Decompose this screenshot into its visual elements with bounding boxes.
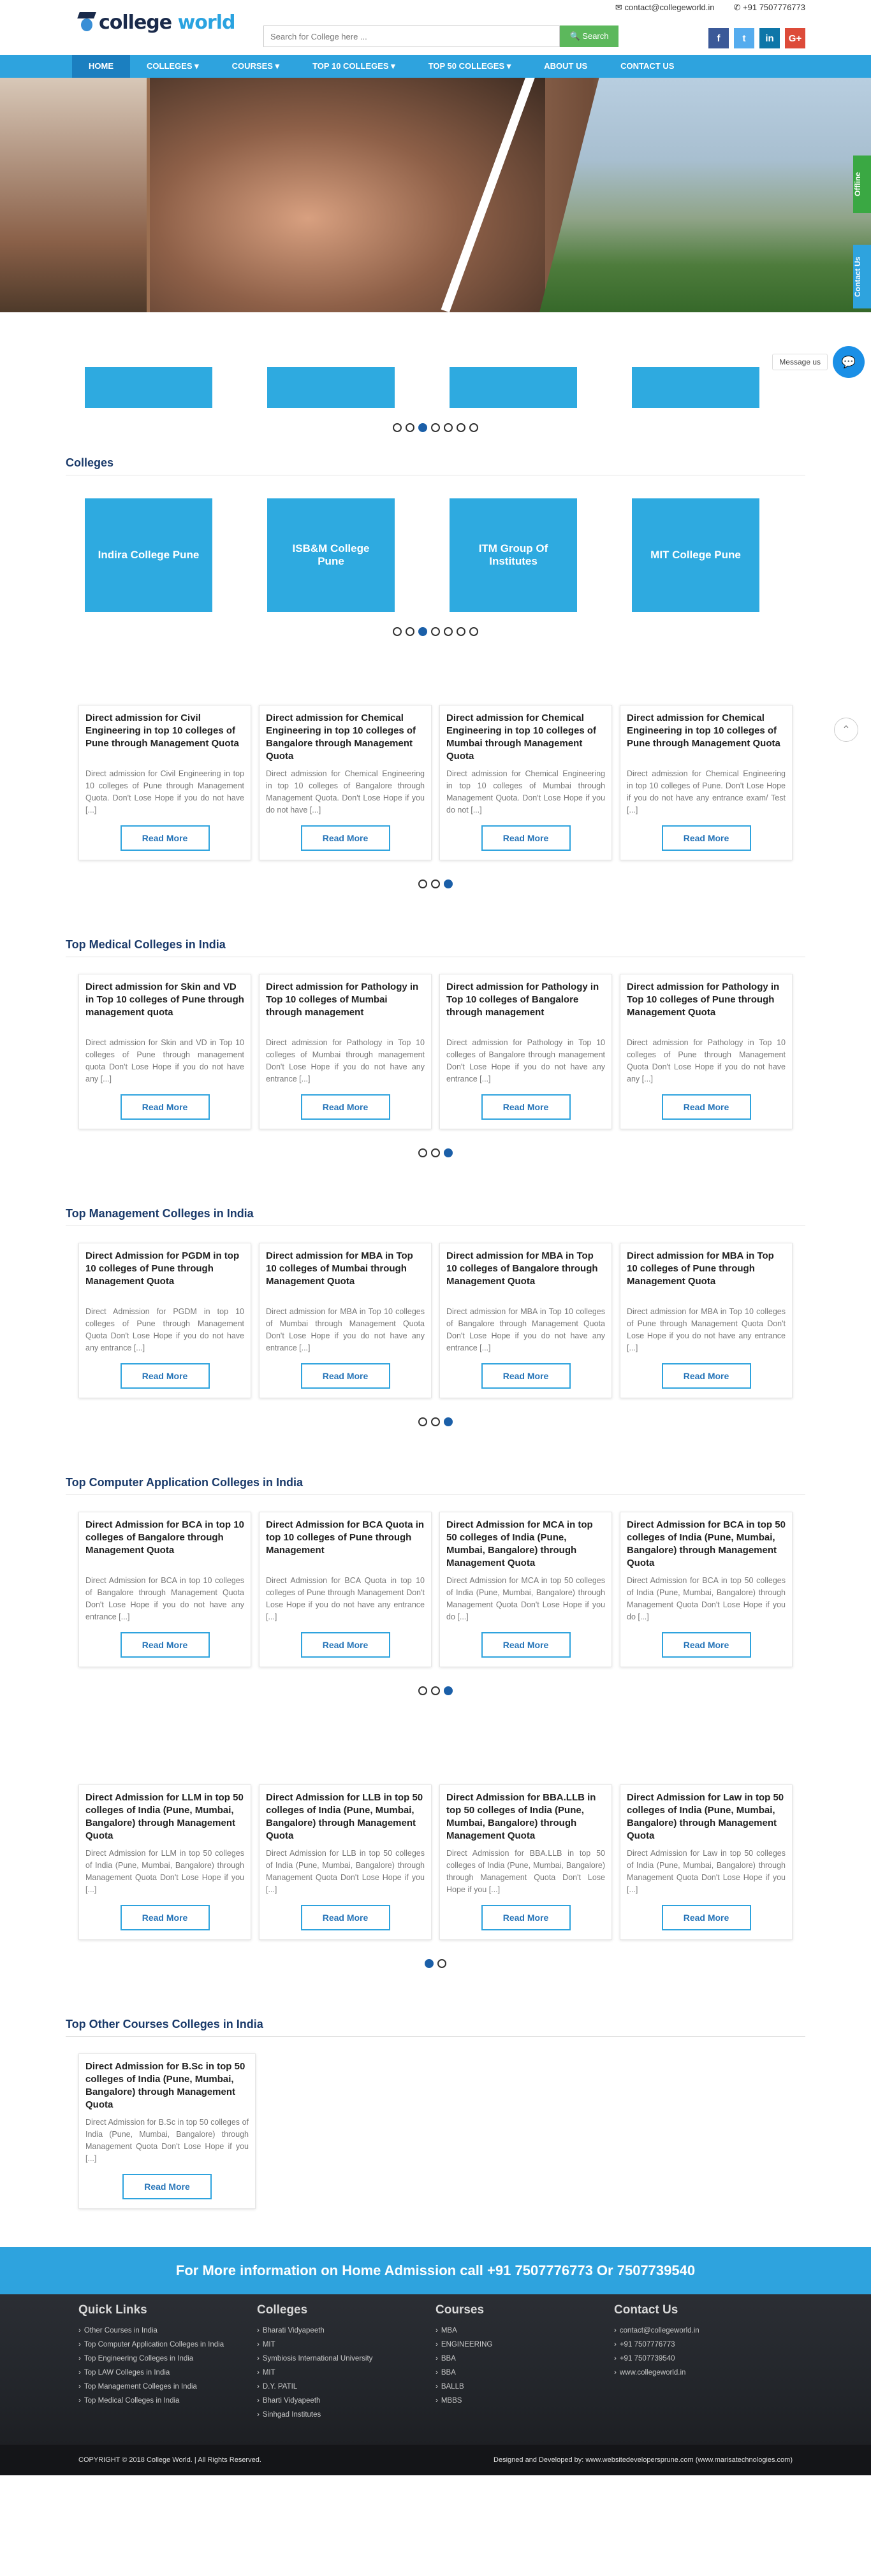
section-title: Top Computer Application Colleges in India <box>66 1476 805 1495</box>
footer-phone[interactable]: › +91 7507776773 <box>614 2338 793 2352</box>
nav-top-10-colleges[interactable]: TOP 10 COLLEGES ▾ <box>312 61 395 71</box>
carousel-dot[interactable] <box>418 879 427 888</box>
linkedin-icon[interactable]: in <box>759 28 780 48</box>
carousel-dot-active[interactable] <box>444 1417 453 1426</box>
card-title[interactable]: Direct admission for Civil Engineering in top 10 colleges of Pune through Management Quota <box>85 713 239 749</box>
copyright-text: COPYRIGHT © 2018 College World. | All Rights Reserved. <box>78 2456 261 2464</box>
facebook-icon[interactable]: f <box>708 28 729 48</box>
cta-text: For More information on Home Admission call +91 7507776773 Or 7507739540 <box>175 2262 696 2278</box>
read-more-button[interactable]: Read More <box>301 825 390 851</box>
carousel-dot[interactable] <box>469 627 478 636</box>
read-more-button[interactable]: Read More <box>301 1094 390 1120</box>
carousel-dot[interactable] <box>418 1148 427 1157</box>
nav-colleges[interactable]: COLLEGES ▾ <box>147 61 199 71</box>
card-title[interactable]: Direct Admission for B.Sc in top 50 colleges of India (Pune, Mumbai, Bangalore) through Management Quota <box>85 2061 245 2110</box>
carousel-dots <box>66 1148 805 1157</box>
carousel-dot[interactable] <box>431 1417 440 1426</box>
read-more-button[interactable]: Read More <box>121 1905 210 1930</box>
read-more-button[interactable]: Read More <box>301 1363 390 1389</box>
college-tile[interactable]: MIT College Pune <box>632 498 759 612</box>
card-excerpt: Direct admission for Chemical Engineering in top 10 colleges of Pune. Don't Lose Hope if you do not have any entrance exam/ Test [...] <box>627 769 786 814</box>
carousel-dot[interactable] <box>431 423 440 432</box>
section-title: Top Medical Colleges in India <box>66 938 805 957</box>
site-logo[interactable]: college world <box>78 11 235 34</box>
colleges-section <box>66 456 805 636</box>
card-title[interactable]: Direct admission for MBA in Top 10 colleges of Pune through Management Quota <box>627 1250 774 1287</box>
card-excerpt: Direct admission for MBA in Top 10 colleges of Pune through Management Quota Don't Lose Hope if you do not have any entrance [...] <box>627 1307 786 1352</box>
read-more-button[interactable]: Read More <box>121 1363 210 1389</box>
carousel-dots <box>66 1417 805 1426</box>
nav-contact-us[interactable]: CONTACT US <box>620 61 675 71</box>
twitter-icon[interactable]: t <box>734 28 754 48</box>
call-to-action-band <box>0 2247 871 2294</box>
other-courses-section <box>66 2018 805 2209</box>
card-excerpt: Direct admission for Chemical Engineering in top 10 colleges of Mumbai through Management Quota. Don't Lose Hope if you do not [...] <box>446 769 605 814</box>
carousel-tile[interactable] <box>85 367 212 408</box>
carousel-dot[interactable] <box>418 1417 427 1426</box>
management-section <box>66 1207 805 1426</box>
card-title[interactable]: Direct admission for Skin and VD in Top 10 colleges of Pune through management quota <box>85 981 244 1018</box>
carousel-tile[interactable] <box>632 367 759 408</box>
card-title[interactable]: Direct Admission for BCA in top 10 colleges of Bangalore through Management Quota <box>85 1519 244 1556</box>
nav-home[interactable]: HOME <box>72 55 130 78</box>
read-more-button[interactable]: Read More <box>301 1632 390 1658</box>
carousel-dot-active[interactable] <box>444 1148 453 1157</box>
contact-us-tab[interactable]: Contact Us <box>853 245 871 308</box>
article-card <box>439 1512 612 1667</box>
card-title[interactable]: Direct Admission for BCA in top 50 colleges of India (Pune, Mumbai, Bangalore) through Management Quota <box>627 1519 786 1568</box>
developer-credit[interactable]: Designed and Developed by: www.websitedevelopersprune.com (www.marisatechnologies.com) <box>494 2456 793 2464</box>
footer-heading: Quick Links <box>78 2303 147 2317</box>
card-title[interactable]: Direct admission for Pathology in Top 10 colleges of Pune through Management Quota <box>627 981 780 1018</box>
carousel-dots <box>66 1686 805 1695</box>
card-excerpt: Direct admission for Skin and VD in Top 10 colleges of Pune through management quota Don't Lose Hope if you do not have any [...] <box>85 1038 244 1083</box>
article-card <box>78 1784 251 1940</box>
footer-link[interactable]: › BBA <box>435 2366 614 2380</box>
card-excerpt: Direct Admission for LLB in top 50 colleges of India (Pune, Mumbai, Bangalore) through Management Quota Don't Lose Hope if you [...] <box>266 1849 425 1894</box>
carousel-tile[interactable] <box>450 367 577 408</box>
card-excerpt: Direct admission for Pathology in Top 10 colleges of Bangalore through management Don't Lose Hope if you do not have any entrance [...] <box>446 1038 605 1083</box>
card-title[interactable]: Direct Admission for LLM in top 50 colleges of India (Pune, Mumbai, Bangalore) through Management Quota <box>85 1792 244 1841</box>
footer-colleges <box>257 2303 435 2422</box>
read-more-button[interactable]: Read More <box>121 825 210 851</box>
article-card <box>78 1512 251 1667</box>
read-more-button[interactable]: Read More <box>662 1905 751 1930</box>
section-title: Top Management Colleges in India <box>66 1207 805 1226</box>
footer <box>0 2294 871 2445</box>
footer-link[interactable]: › D.Y. PATIL <box>257 2380 435 2394</box>
law-section <box>66 1784 805 1968</box>
offline-tab[interactable]: Offline <box>853 156 871 213</box>
engineering-section <box>66 705 805 888</box>
article-card <box>78 1243 251 1398</box>
read-more-button[interactable]: Read More <box>122 2174 212 2199</box>
carousel-dot[interactable] <box>444 627 453 636</box>
carousel-dot-active[interactable] <box>425 1959 434 1968</box>
read-more-button[interactable]: Read More <box>662 1094 751 1120</box>
read-more-button[interactable]: Read More <box>301 1905 390 1930</box>
article-card <box>259 1243 432 1398</box>
card-excerpt: Direct Admission for BCA in top 50 colleges of India (Pune, Mumbai, Bangalore) through Management Quota Don't Lose Hope if you do [...] <box>627 1576 786 1621</box>
footer-email[interactable]: › contact@collegeworld.in <box>614 2324 793 2338</box>
card-excerpt: Direct admission for MBA in Top 10 colleges of Bangalore through Management Quota Don't Lose Hope if you do not have any entrance [...] <box>446 1307 605 1352</box>
envelope-icon: ✉ <box>615 3 622 12</box>
carousel-dot-active[interactable] <box>444 879 453 888</box>
carousel-dot[interactable] <box>431 1148 440 1157</box>
article-card <box>259 1784 432 1940</box>
card-excerpt: Direct admission for Chemical Engineering in top 10 colleges of Bangalore through Management Quota. Don't Lose Hope if you do not have [...] <box>266 769 425 814</box>
chat-icon[interactable]: 💬 <box>833 346 865 378</box>
search-button[interactable]: 🔍 Search <box>560 25 618 47</box>
read-more-button[interactable]: Read More <box>662 1632 751 1658</box>
footer-link[interactable]: › MIT <box>257 2366 435 2380</box>
medical-section <box>66 938 805 1157</box>
read-more-button[interactable]: Read More <box>481 1094 571 1120</box>
article-card <box>259 974 432 1129</box>
card-excerpt: Direct Admission for PGDM in top 10 colleges of Pune through Management Quota Don't Lose Hope if you do not have any entrance [...] <box>85 1307 244 1352</box>
footer-link[interactable]: › MBA <box>435 2324 614 2338</box>
card-title[interactable]: Direct admission for Pathology in Top 10 colleges of Bangalore through management <box>446 981 599 1018</box>
footer-heading: Courses <box>435 2303 485 2317</box>
copyright-bar <box>0 2445 871 2475</box>
card-title[interactable]: Direct Admission for MCA in top 50 colleges of India (Pune, Mumbai, Bangalore) through Management Quota <box>446 1519 593 1568</box>
carousel-dots <box>66 879 805 888</box>
carousel-dots <box>66 627 805 636</box>
article-card <box>259 705 432 860</box>
carousel-dot[interactable] <box>469 423 478 432</box>
card-title[interactable]: Direct Admission for BCA Quota in top 10 colleges of Pune through Management <box>266 1519 425 1556</box>
header-email[interactable]: ✉ contact@collegeworld.in <box>615 3 715 12</box>
carousel-dot[interactable] <box>437 1959 446 1968</box>
carousel-dot[interactable] <box>431 1686 440 1695</box>
nav-top-50-colleges[interactable]: TOP 50 COLLEGES ▾ <box>428 61 511 71</box>
read-more-button[interactable]: Read More <box>121 1632 210 1658</box>
card-excerpt: Direct Admission for B.Sc in top 50 colleges of India (Pune, Mumbai, Bangalore) through Management Quota Don't Lose Hope if you [...] <box>85 2118 249 2163</box>
carousel-dot[interactable] <box>406 627 414 636</box>
partner-carousel <box>66 367 805 432</box>
card-title[interactable]: Direct Admission for LLB in top 50 colleges of India (Pune, Mumbai, Bangalore) through Management Quota <box>266 1792 423 1841</box>
search-bar <box>263 25 618 47</box>
header <box>66 0 805 55</box>
card-title[interactable]: Direct admission for Chemical Engineering in top 10 colleges of Bangalore through Management Quota <box>266 713 416 762</box>
header-contact <box>615 3 805 13</box>
footer-contact <box>614 2303 793 2422</box>
college-tile[interactable]: ITM Group Of Institutes <box>450 498 577 612</box>
section-title: Colleges <box>66 456 805 475</box>
read-more-button[interactable]: Read More <box>121 1094 210 1120</box>
carousel-dot-active[interactable] <box>444 1686 453 1695</box>
footer-link[interactable]: › Top Computer Application Colleges in India <box>78 2338 257 2352</box>
carousel-dot[interactable] <box>431 879 440 888</box>
card-excerpt: Direct admission for MBA in Top 10 colleges of Mumbai through Management Quota Don't Lose Hope if you do not have any entrance [...] <box>266 1307 425 1352</box>
footer-link[interactable]: › Top Medical Colleges in India <box>78 2394 257 2408</box>
carousel-dot[interactable] <box>457 627 465 636</box>
chat-label[interactable]: Message us <box>772 354 828 370</box>
footer-link[interactable]: › Bharati Vidyapeeth <box>257 2324 435 2338</box>
card-excerpt: Direct admission for Pathology in Top 10 colleges of Mumbai through management Don't Lose Hope if you do not have any entrance [...] <box>266 1038 425 1083</box>
card-excerpt: Direct admission for Civil Engineering in top 10 colleges of Pune through Management Quota. Don't Lose Hope if you do not have [...] <box>85 769 244 814</box>
article-card <box>439 974 612 1129</box>
carousel-dot[interactable] <box>406 423 414 432</box>
card-title[interactable]: Direct admission for Chemical Engineering in top 10 colleges of Pune through Management Quota <box>627 713 780 749</box>
card-excerpt: Direct Admission for BCA in top 10 colleges of Bangalore through Management Quota Don't Lose Hope if you do not have any entrance [...] <box>85 1576 244 1621</box>
carousel-dot[interactable] <box>393 627 402 636</box>
carousel-dot[interactable] <box>431 627 440 636</box>
google-plus-icon[interactable]: G+ <box>785 28 805 48</box>
carousel-dot-active[interactable] <box>418 627 427 636</box>
card-excerpt: Direct admission for Pathology in Top 10 colleges of Pune through Management Quota Don't Lose Hope if you do not have any [...] <box>627 1038 786 1083</box>
footer-heading: Contact Us <box>614 2303 678 2317</box>
card-title[interactable]: Direct Admission for PGDM in top 10 colleges of Pune through Management Quota <box>85 1250 240 1287</box>
search-input[interactable] <box>263 25 560 47</box>
carousel-dot[interactable] <box>457 423 465 432</box>
card-title[interactable]: Direct admission for MBA in Top 10 colleges of Bangalore through Management Quota <box>446 1250 598 1287</box>
computer-application-section <box>66 1476 805 1695</box>
card-title[interactable]: Direct admission for MBA in Top 10 colleges of Mumbai through Management Quota <box>266 1250 413 1287</box>
footer-phone[interactable]: › +91 7507739540 <box>614 2352 793 2366</box>
footer-link[interactable]: › Top LAW Colleges in India <box>78 2366 257 2380</box>
carousel-dots <box>66 423 805 432</box>
card-excerpt: Direct Admission for BCA Quota in top 10 colleges of Pune through Management Don't Lose Hope if you do not have any entrance [...] <box>266 1576 425 1621</box>
chevron-up-icon[interactable]: ⌃ <box>834 718 858 742</box>
footer-link[interactable]: › BBA <box>435 2352 614 2366</box>
card-excerpt: Direct Admission for LLM in top 50 colleges of India (Pune, Mumbai, Bangalore) through Management Quota Don't Lose Hope if you [...] <box>85 1849 244 1894</box>
header-phone[interactable]: ✆ +91 7507776773 <box>733 3 805 12</box>
footer-link[interactable]: › Bharti Vidyapeeth <box>257 2394 435 2408</box>
search-icon: 🔍 <box>569 31 580 41</box>
article-card <box>78 974 251 1129</box>
footer-link[interactable]: › Other Courses in India <box>78 2324 257 2338</box>
article-card <box>439 1784 612 1940</box>
footer-link[interactable]: › Top Engineering Colleges in India <box>78 2352 257 2366</box>
read-more-button[interactable]: Read More <box>481 1905 571 1930</box>
phone-icon: ✆ <box>733 3 741 12</box>
college-tile[interactable]: ISB&M College Pune <box>267 498 395 612</box>
footer-link[interactable]: › Top Management Colleges in India <box>78 2380 257 2394</box>
social-links <box>708 28 805 48</box>
read-more-button[interactable]: Read More <box>481 1632 571 1658</box>
footer-courses <box>435 2303 614 2422</box>
carousel-tile[interactable] <box>267 367 395 408</box>
card-title[interactable]: Direct admission for Chemical Engineering in top 10 colleges of Mumbai through Management Quota <box>446 713 597 762</box>
read-more-button[interactable]: Read More <box>481 825 571 851</box>
footer-link[interactable]: › BALLB <box>435 2380 614 2394</box>
college-tile[interactable]: Indira College Pune <box>85 498 212 612</box>
nav-courses[interactable]: COURSES ▾ <box>231 61 280 71</box>
card-title[interactable]: Direct Admission for BBA.LLB in top 50 colleges of India (Pune, Mumbai, Bangalore) through Management Quota <box>446 1792 596 1841</box>
article-card <box>620 705 793 860</box>
read-more-button[interactable]: Read More <box>481 1363 571 1389</box>
main-nav <box>0 55 871 78</box>
graduation-cap-icon <box>78 12 95 34</box>
carousel-dots <box>66 1959 805 1968</box>
footer-link[interactable]: › MIT <box>257 2338 435 2352</box>
card-excerpt: Direct Admission for BBA.LLB in top 50 colleges of India (Pune, Mumbai, Bangalore) through Management Quota Don't Lose Hope if you [...] <box>446 1849 605 1894</box>
read-more-button[interactable]: Read More <box>662 825 751 851</box>
article-card <box>78 705 251 860</box>
card-title[interactable]: Direct Admission for Law in top 50 colleges of India (Pune, Mumbai, Bangalore) through Management Quota <box>627 1792 784 1841</box>
carousel-dot[interactable] <box>393 423 402 432</box>
article-card <box>620 1243 793 1398</box>
footer-heading: Colleges <box>257 2303 308 2317</box>
footer-link[interactable]: › MBBS <box>435 2394 614 2408</box>
article-card <box>439 1243 612 1398</box>
article-card <box>78 2053 256 2209</box>
carousel-dot-active[interactable] <box>418 423 427 432</box>
article-card <box>439 705 612 860</box>
card-title[interactable]: Direct admission for Pathology in Top 10 colleges of Mumbai through management <box>266 981 419 1018</box>
footer-link[interactable]: › Symbiosis International University <box>257 2352 435 2366</box>
card-excerpt: Direct Admission for MCA in top 50 colleges of India (Pune, Mumbai, Bangalore) through Management Quota Don't Lose Hope if you do [...] <box>446 1576 605 1621</box>
carousel-dot[interactable] <box>418 1686 427 1695</box>
article-card <box>620 1512 793 1667</box>
article-card <box>620 974 793 1129</box>
carousel-dot[interactable] <box>444 423 453 432</box>
footer-quick-links <box>78 2303 257 2422</box>
section-title: Top Other Courses Colleges in India <box>66 2018 805 2037</box>
footer-link[interactable]: › Sinhgad Institutes <box>257 2408 435 2422</box>
card-excerpt: Direct Admission for Law in top 50 colleges of India (Pune, Mumbai, Bangalore) through Management Quota Don't Lose Hope if you [...] <box>627 1849 786 1894</box>
footer-link[interactable]: › ENGINEERING <box>435 2338 614 2352</box>
article-card <box>259 1512 432 1667</box>
hero-banner <box>0 78 871 312</box>
nav-about-us[interactable]: ABOUT US <box>544 61 588 71</box>
read-more-button[interactable]: Read More <box>662 1363 751 1389</box>
footer-website[interactable]: › www.collegeworld.in <box>614 2366 793 2380</box>
article-card <box>620 1784 793 1940</box>
